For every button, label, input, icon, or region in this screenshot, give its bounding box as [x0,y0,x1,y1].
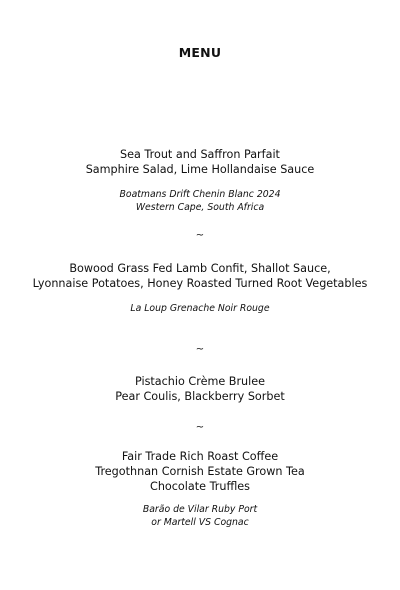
dish-line: Chocolate Truffles [150,480,250,493]
menu-title: MENU [178,45,222,60]
wine-line: Boatmans Drift Chenin Blanc 2024 [119,189,281,200]
course-4-wine [0,503,400,529]
course-1-dish [0,147,400,177]
dish-line: Sea Trout and Saffron Parfait [120,148,280,161]
dish-line: Pistachio Crème Brulee [134,375,266,388]
course-4-dish [0,449,400,494]
course-2-wine [0,302,400,315]
course-separator: ~ [195,230,205,241]
wine-line: Western Cape, South Africa [135,202,265,213]
course-separator: ~ [195,344,205,355]
dish-line: Tregothnan Cornish Estate Grown Tea [95,465,305,478]
wine-line: or Martell VS Cognac [151,517,249,528]
dish-line: Lyonnaise Potatoes, Honey Roasted Turned Root Vegetables [32,277,368,290]
dish-line: Fair Trade Rich Roast Coffee [121,450,279,463]
course-2-dish [0,261,400,291]
course-1-wine [0,188,400,214]
wine-line: Barão de Vilar Ruby Port [142,504,258,515]
wine-line: La Loup Grenache Noir Rouge [130,303,270,314]
dish-line: Pear Coulis, Blackberry Sorbet [115,390,285,403]
dish-line: Samphire Salad, Lime Hollandaise Sauce [85,163,315,176]
course-3-dish [0,374,400,404]
course-separator: ~ [195,422,205,433]
dish-line: Bowood Grass Fed Lamb Confit, Shallot Sauce, [69,262,331,275]
